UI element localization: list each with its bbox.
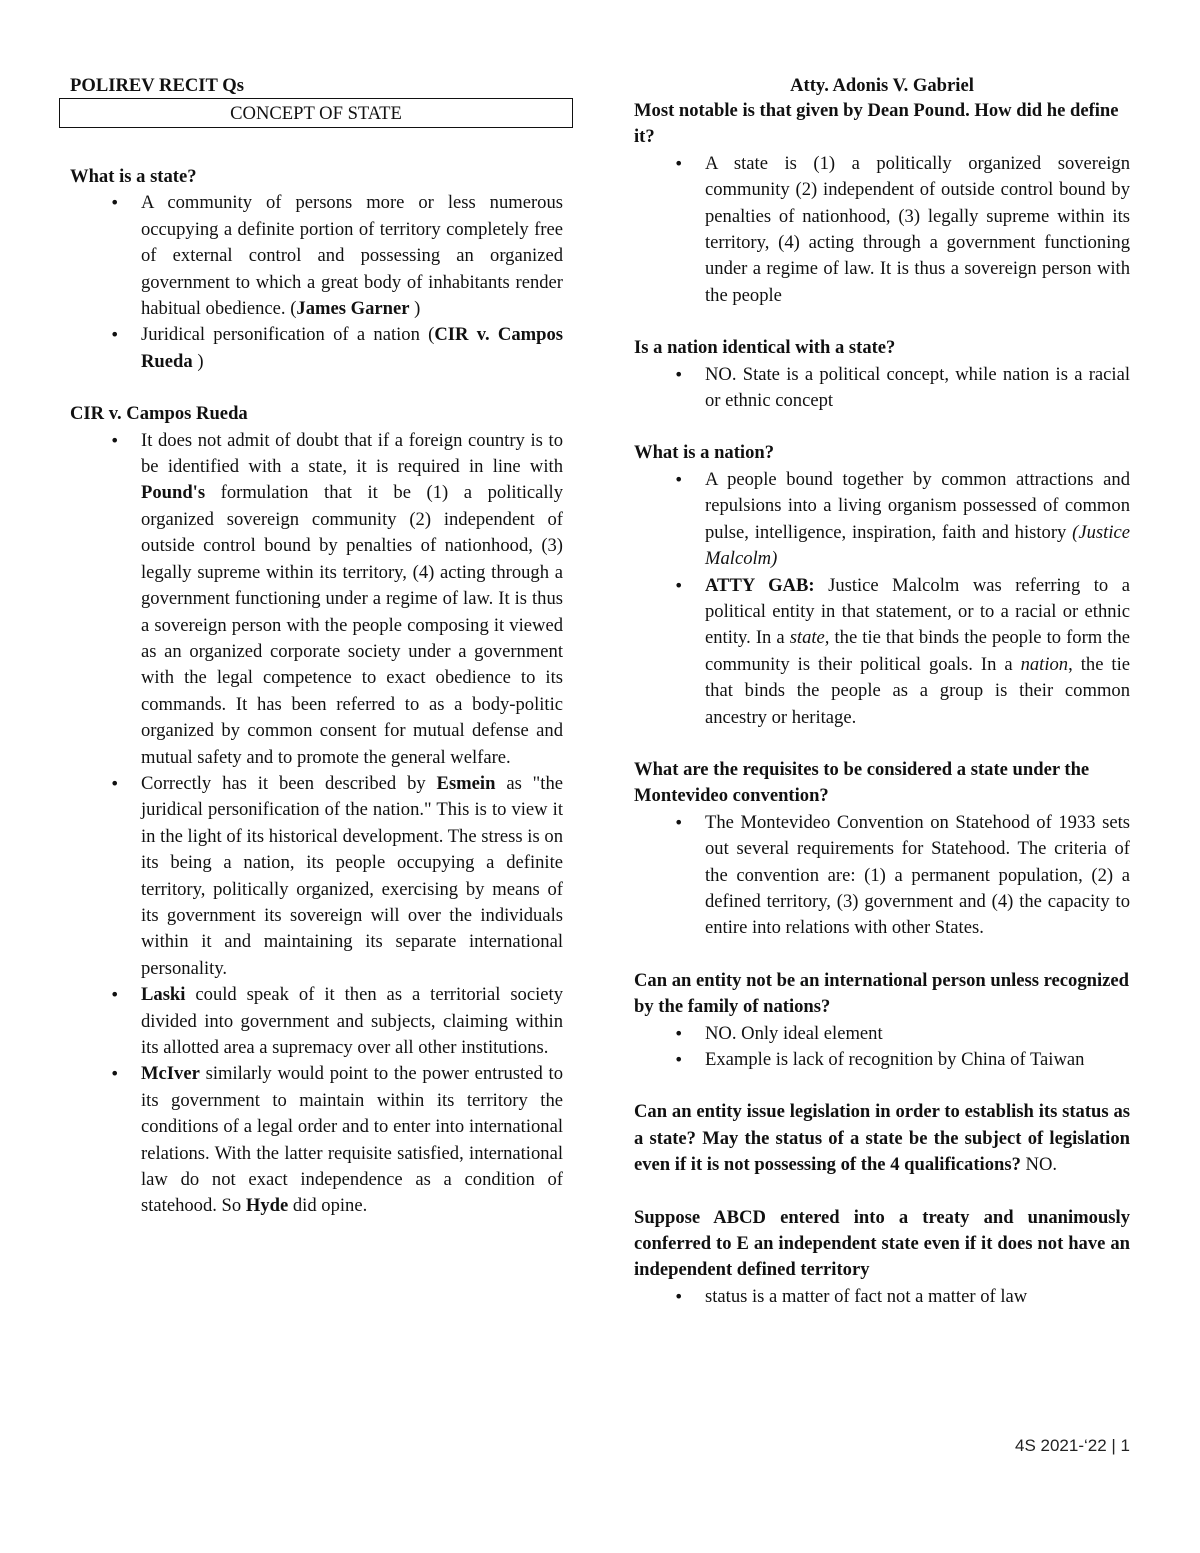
- list-item: • Laski could speak of it then as a territorial society divided into government and subjects, claiming within its allotted area a supremacy over all other institutions.: [70, 982, 563, 1061]
- list-item: • McIver similarly would point to the power entrusted to its government to maintain within its territory the conditions of a legal order and to enter into international relations. With the latter requisite satisfied, international law do not exact independence as a condition of statehood. So Hyde did opine.: [70, 1061, 563, 1219]
- document-title: POLIREV RECIT Qs: [70, 75, 244, 96]
- list-item: • A people bound together by common attractions and repulsions into a living organism possessed of common pulse, intelligence, inspiration, faith and history (Justice Malcolm): [634, 467, 1130, 573]
- question-treaty: Suppose ABCD entered into a treaty and unanimously conferred to E an independent state even if it does not have an independent defined territory: [634, 1206, 1130, 1281]
- list-item: • NO. State is a political concept, while nation is a racial or ethnic concept: [634, 362, 1130, 415]
- list-item: • The Montevideo Convention on Statehood of 1933 sets out several requirements for Statehood. The criteria of the convention are: (1) a permanent population, (2) a defined territory, (3) government and (4) the capacity to entire into relations with other States.: [634, 810, 1130, 942]
- answer-list: [634, 362, 1130, 415]
- list-item: • ATTY GAB: Justice Malcolm was referring to a political entity in that statement, or to a racial or ethnic entity. In a state, the tie that binds the people to form the community is their political goals. In a nation, the tie that binds the people as a group is their common ancestry or heritage.: [634, 573, 1130, 731]
- answer-list: [70, 190, 563, 375]
- list-item: • Example is lack of recognition by China of Taiwan: [634, 1047, 1130, 1073]
- list-item: • NO. Only ideal element: [634, 1021, 1130, 1047]
- question-what-is-state: What is a state?: [70, 166, 197, 187]
- question-montevideo: What are the requisites to be considered a state under the Montevideo convention?: [634, 758, 1090, 807]
- section-title: CONCEPT OF STATE: [230, 103, 402, 124]
- question-cir-v-campos-rueda: CIR v. Campos Rueda: [70, 403, 248, 425]
- author-name: Atty. Adonis V. Gabriel: [790, 75, 974, 96]
- list-item: • Correctly has it been described by Esmein as "the juridical personification of the nation." This is to view it in the light of its historical development. The stress is on its being a nation, its people occupying a definite territory, politically organized, exercising by means of its government its sovereign will over the individuals within it and maintaining its separate international personality.: [70, 771, 563, 982]
- list-item: • status is a matter of fact not a matter of law: [634, 1284, 1130, 1310]
- question-international-person: Can an entity not be an international person unless recognized by the family of nations?: [634, 969, 1130, 1018]
- question-dean-pound: Most notable is that given by Dean Pound. How did he define it?: [634, 100, 1119, 148]
- section-title-box: [59, 98, 573, 128]
- question-nation-identical: Is a nation identical with a state?: [634, 337, 896, 359]
- question-legislation: Can an entity issue legislation in order to establish its status as a state? May the status of a state be the subject of legislation even if it is not possessing of the 4 qualifications? NO.: [634, 1101, 1130, 1176]
- list-item: • A community of persons more or less numerous occupying a definite portion of territory completely free of external control and possessing an organized government to which a great body of inhabitants render habitual obedience. (James Garner ): [70, 190, 563, 322]
- answer-list: [634, 467, 1130, 731]
- left-column: [70, 74, 563, 1220]
- list-item: • Juridical personification of a nation (CIR v. Campos Rueda ): [70, 322, 563, 375]
- list-item: • A state is (1) a politically organized sovereign community (2) independent of outside control bound by penalties of nationhood, (3) legally supreme within its territory, (4) acting through a government functioning under a regime of law. It is thus a sovereign person with the people: [634, 151, 1130, 309]
- answer-list: [634, 151, 1130, 309]
- page-footer: 4S 2021-‘22 | 1: [1015, 1436, 1130, 1455]
- answer-list: [634, 1021, 1130, 1074]
- list-item: • It does not admit of doubt that if a foreign country is to be identified with a state, it is required in line with Pound's formulation that it be (1) a politically organized sovereign community (2) independent of outside control bound by penalties of nationhood, (3) legally supreme within its territory, (4) acting through a government functioning under a regime of law. It is thus a sovereign person with the people composing it viewed as an organized corporate society under a government with the legal competence to exact obedience to its commands. It has been referred to as a body-politic organized by common consent for mutual defense and mutual safety and to promote the general welfare.: [70, 428, 563, 771]
- answer-list: [634, 1284, 1130, 1310]
- answer-list: [70, 428, 563, 1220]
- right-column: [634, 74, 1130, 1310]
- question-what-is-nation: What is a nation?: [634, 442, 774, 464]
- answer-list: [634, 810, 1130, 942]
